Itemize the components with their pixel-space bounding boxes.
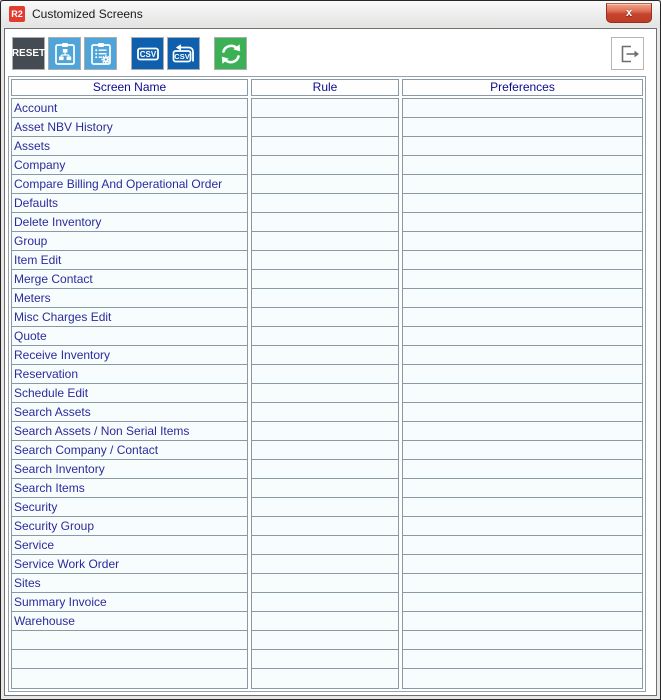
column-header-screen_name[interactable]: Screen Name — [11, 79, 248, 96]
table-cell-rule[interactable] — [252, 574, 398, 593]
table-cell-screen_name[interactable]: Misc Charges Edit — [12, 308, 247, 327]
table-empty-cell — [252, 669, 398, 688]
table-cell-rule[interactable] — [252, 365, 398, 384]
table-cell-screen_name[interactable]: Service — [12, 536, 247, 555]
table-cell-preferences[interactable] — [403, 593, 642, 612]
table-cell-screen_name[interactable]: Delete Inventory — [12, 213, 247, 232]
table-cell-screen_name[interactable]: Company — [12, 156, 247, 175]
window-title: Customized Screens — [32, 7, 143, 21]
table-column-preferences — [402, 98, 643, 689]
table-cell-screen_name[interactable]: Meters — [12, 289, 247, 308]
table-cell-preferences[interactable] — [403, 384, 642, 403]
column-header-preferences[interactable]: Preferences — [402, 79, 643, 96]
column-header-rule[interactable]: Rule — [251, 79, 399, 96]
clipboard-gear-icon — [88, 41, 114, 67]
table-cell-rule[interactable] — [252, 156, 398, 175]
table-cell-preferences[interactable] — [403, 460, 642, 479]
table-cell-preferences[interactable] — [403, 327, 642, 346]
table-cell-rule[interactable] — [252, 384, 398, 403]
table-empty-cell — [403, 631, 642, 650]
table-cell-rule[interactable] — [252, 251, 398, 270]
table-empty-cell — [403, 669, 642, 688]
table-cell-screen_name[interactable]: Search Inventory — [12, 460, 247, 479]
table-cell-screen_name[interactable]: Sites — [12, 574, 247, 593]
table-cell-rule[interactable] — [252, 118, 398, 137]
table-cell-rule[interactable] — [252, 308, 398, 327]
title-bar — [1, 1, 660, 27]
table-cell-screen_name[interactable]: Compare Billing And Operational Order — [12, 175, 247, 194]
table-cell-screen_name[interactable]: Quote — [12, 327, 247, 346]
client-area — [4, 28, 657, 696]
screens-table-panel — [8, 76, 646, 692]
table-empty-cell — [12, 631, 247, 650]
screen-preferences-button[interactable] — [84, 37, 117, 70]
table-cell-rule[interactable] — [252, 99, 398, 118]
table-cell-screen_name[interactable]: Assets — [12, 137, 247, 156]
table-cell-preferences[interactable] — [403, 289, 642, 308]
table-empty-cell — [12, 669, 247, 688]
refresh-button[interactable] — [214, 37, 247, 70]
close-button[interactable] — [606, 3, 652, 23]
table-cell-screen_name[interactable]: Search Company / Contact — [12, 441, 247, 460]
table-cell-screen_name[interactable]: Group — [12, 232, 247, 251]
table-cell-rule[interactable] — [252, 232, 398, 251]
csv-return-arrow-icon — [171, 41, 197, 67]
table-cell-rule[interactable] — [252, 593, 398, 612]
screen-rules-button[interactable] — [48, 37, 81, 70]
table-cell-screen_name[interactable]: Account — [12, 99, 247, 118]
table-cell-preferences[interactable] — [403, 99, 642, 118]
table-column-rule — [251, 98, 399, 689]
table-cell-screen_name[interactable]: Summary Invoice — [12, 593, 247, 612]
table-cell-preferences[interactable] — [403, 365, 642, 384]
table-cell-preferences[interactable] — [403, 270, 642, 289]
table-cell-rule[interactable] — [252, 289, 398, 308]
close-icon: x — [625, 7, 633, 19]
table-cell-screen_name[interactable]: Merge Contact — [12, 270, 247, 289]
app-logo-icon: R2 — [9, 6, 25, 22]
table-cell-preferences[interactable] — [403, 536, 642, 555]
table-cell-screen_name[interactable]: Receive Inventory — [12, 346, 247, 365]
table-cell-rule[interactable] — [252, 194, 398, 213]
csv-icon — [135, 41, 161, 67]
table-empty-cell — [252, 650, 398, 669]
table-cell-preferences[interactable] — [403, 517, 642, 536]
table-empty-cell — [252, 631, 398, 650]
table-cell-preferences[interactable] — [403, 194, 642, 213]
table-cell-screen_name[interactable]: Schedule Edit — [12, 384, 247, 403]
table-cell-screen_name[interactable]: Search Assets — [12, 403, 247, 422]
table-cell-rule[interactable] — [252, 555, 398, 574]
exit-door-arrow-icon — [615, 41, 641, 67]
toolbar — [5, 29, 656, 76]
table-cell-screen_name[interactable]: Warehouse — [12, 612, 247, 631]
import-csv-button[interactable] — [167, 37, 200, 70]
table-cell-preferences[interactable] — [403, 441, 642, 460]
table-cell-preferences[interactable] — [403, 612, 642, 631]
table-cell-rule[interactable] — [252, 536, 398, 555]
table-cell-rule[interactable] — [252, 213, 398, 232]
table-cell-screen_name[interactable]: Search Items — [12, 479, 247, 498]
table-cell-preferences[interactable] — [403, 498, 642, 517]
table-column-screen_name — [11, 98, 248, 689]
table-cell-rule[interactable] — [252, 270, 398, 289]
table-cell-rule[interactable] — [252, 460, 398, 479]
table-cell-preferences[interactable] — [403, 479, 642, 498]
table-cell-screen_name[interactable]: Security — [12, 498, 247, 517]
table-cell-preferences[interactable] — [403, 232, 642, 251]
table-empty-cell — [403, 650, 642, 669]
table-cell-preferences[interactable] — [403, 251, 642, 270]
table-cell-screen_name[interactable]: Reservation — [12, 365, 247, 384]
table-cell-preferences[interactable] — [403, 137, 642, 156]
table-cell-screen_name[interactable]: Asset NBV History — [12, 118, 247, 137]
table-cell-screen_name[interactable]: Search Assets / Non Serial Items — [12, 422, 247, 441]
reset-button[interactable] — [12, 37, 45, 70]
table-empty-cell — [12, 650, 247, 669]
table-cell-preferences[interactable] — [403, 346, 642, 365]
table-cell-screen_name[interactable]: Item Edit — [12, 251, 247, 270]
table-cell-preferences[interactable] — [403, 422, 642, 441]
table-cell-rule[interactable] — [252, 137, 398, 156]
table-cell-rule[interactable] — [252, 327, 398, 346]
csv-import-label: CSV — [173, 51, 190, 61]
reset-label: RESET — [11, 48, 46, 59]
table-cell-screen_name[interactable]: Defaults — [12, 194, 247, 213]
table-cell-rule[interactable] — [252, 498, 398, 517]
table-cell-rule[interactable] — [252, 441, 398, 460]
table-cell-rule[interactable] — [252, 175, 398, 194]
csv-export-label: CSV — [139, 49, 156, 59]
refresh-sync-icon — [218, 41, 244, 67]
table-cell-preferences[interactable] — [403, 555, 642, 574]
clipboard-hierarchy-icon — [52, 41, 78, 67]
table-cell-screen_name[interactable]: Security Group — [12, 517, 247, 536]
table-cell-screen_name[interactable]: Service Work Order — [12, 555, 247, 574]
table-cell-preferences[interactable] — [403, 156, 642, 175]
table-cell-preferences[interactable] — [403, 574, 642, 593]
table-cell-preferences[interactable] — [403, 403, 642, 422]
table-cell-rule[interactable] — [252, 479, 398, 498]
table-cell-rule[interactable] — [252, 517, 398, 536]
exit-button[interactable] — [611, 37, 644, 70]
table-cell-preferences[interactable] — [403, 175, 642, 194]
screens-table — [11, 79, 643, 689]
table-cell-rule[interactable] — [252, 403, 398, 422]
table-cell-preferences[interactable] — [403, 118, 642, 137]
table-cell-preferences[interactable] — [403, 213, 642, 232]
table-cell-rule[interactable] — [252, 422, 398, 441]
table-cell-rule[interactable] — [252, 346, 398, 365]
export-csv-button[interactable] — [131, 37, 164, 70]
table-cell-rule[interactable] — [252, 612, 398, 631]
table-cell-preferences[interactable] — [403, 308, 642, 327]
